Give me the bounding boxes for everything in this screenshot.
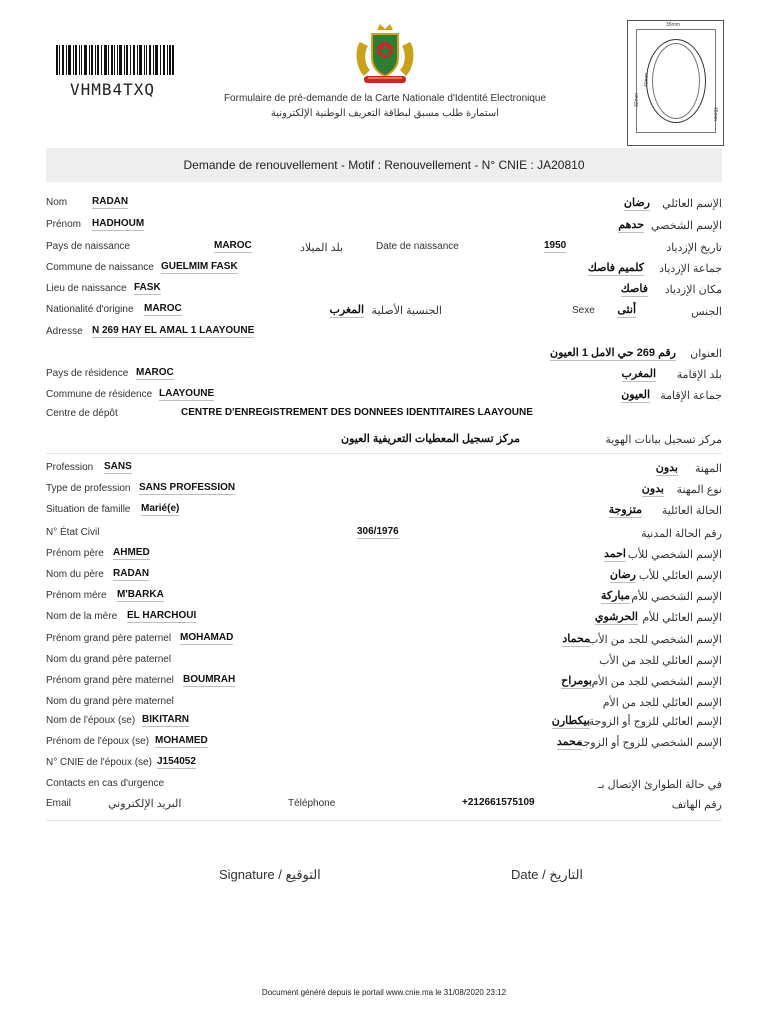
label-type-profession-ar: نوع المهنة	[676, 484, 722, 496]
label-prenom-epoux-ar: الإسم الشخصي للزوج أو الزوجة	[577, 737, 722, 749]
label-nom: Nom	[46, 197, 68, 208]
barcode-text: VHMB4TXQ	[70, 80, 156, 99]
label-etat-civil: N° État Civil	[46, 527, 100, 538]
value-profession-ar: بدون	[655, 462, 678, 474]
label-pgp-maternel-ar: الإسم الشخصي للجد من الأم	[591, 676, 722, 688]
label-date-naissance-ar: تاريخ الإزدياد	[666, 242, 722, 254]
label-telephone-ar: رقم الهاتف	[671, 799, 722, 811]
label-commune-residence-ar: جماعة الإقامة	[660, 390, 722, 402]
label-adresse-ar: العنوان	[690, 348, 722, 360]
value-cnie-epoux: J154052	[157, 756, 196, 767]
label-nom-mere: Nom de la mère	[46, 611, 118, 622]
label-sexe: Sexe	[572, 305, 595, 316]
label-pays-naissance-ar: بلد الميلاد	[300, 242, 344, 254]
value-prenom-epoux: MOHAMED	[155, 735, 208, 746]
value-telephone: +212661575109	[462, 797, 535, 808]
label-lieu-naissance: Lieu de naissance	[46, 283, 127, 294]
value-commune-residence-ar: العيون	[621, 389, 650, 401]
form-title-fr: Formulaire de pré-demande de la Carte Nationale d'Identité Electronique	[223, 93, 547, 104]
label-ngp-paternel-ar: الإسم العائلي للجد من الأب	[599, 655, 722, 667]
value-nom: RADAN	[92, 196, 129, 207]
label-prenom: Prénom	[46, 219, 82, 230]
label-nationalite: Nationalité d'origine	[46, 304, 134, 315]
value-pgp-maternel: BOUMRAH	[183, 674, 236, 685]
photo-dim-3: 32mm	[633, 93, 640, 107]
value-prenom: HADHOUM	[92, 218, 145, 229]
photo-dim-2: 45mm	[711, 107, 718, 121]
barcode	[56, 45, 174, 75]
photo-box	[627, 20, 724, 146]
separator-bottom	[46, 820, 722, 821]
label-commune-naissance: Commune de naissance	[46, 262, 154, 273]
label-pgp-paternel-ar: الإسم الشخصي للجد من الأب	[588, 634, 722, 646]
value-nom-pere-ar: رضان	[609, 569, 636, 581]
label-nom-pere-ar: الإسم العائلي للأب	[638, 570, 722, 582]
form-title-ar: استمارة طلب مسبق لبطاقة التعريف الوطنية الإلكترونية	[270, 108, 500, 119]
label-nom-epoux: Nom de l'époux (se)	[46, 715, 136, 726]
label-prenom-ar: الإسم الشخصي	[651, 220, 722, 232]
label-nom-mere-ar: الإسم العائلي للأم	[642, 612, 722, 624]
label-commune-residence: Commune de résidence	[46, 389, 153, 400]
label-centre-depot: Centre de dépôt	[46, 408, 118, 419]
label-pgp-paternel: Prénom grand père paternel	[46, 633, 172, 644]
value-nom-pere: RADAN	[113, 568, 150, 579]
label-lieu-naissance-ar: مكان الإزدياد	[664, 284, 722, 296]
value-pgp-paternel-ar: محماد	[562, 633, 590, 645]
label-profession-ar: المهنة	[694, 463, 722, 475]
label-email: Email	[46, 798, 72, 809]
value-commune-naissance: GUELMIM FASK	[161, 261, 238, 272]
value-pgp-paternel: MOHAMAD	[180, 632, 234, 643]
value-pgp-maternel-ar: بومراح	[561, 675, 592, 687]
label-sexe-ar: الجنس	[691, 306, 722, 318]
value-pays-residence-ar: المغرب	[621, 368, 656, 380]
value-nationalite-ar: المغرب	[329, 304, 364, 316]
value-prenom-pere-ar: احمد	[604, 548, 626, 560]
value-nom-ar: رضان	[623, 197, 650, 209]
label-nom-ar: الإسم العائلي	[662, 198, 722, 210]
label-pays-residence: Pays de résidence	[46, 368, 129, 379]
value-prenom-ar: حدهم	[618, 219, 644, 231]
label-date-naissance: Date de naissance	[376, 241, 459, 252]
value-commune-naissance-ar: كلميم فاصك	[587, 262, 644, 274]
date-label: Date / التاريخ	[511, 867, 584, 882]
label-nom-epoux-ar: الإسم العائلي للزوج أو الزوجة	[588, 716, 722, 728]
label-nom-pere: Nom du père	[46, 569, 104, 580]
value-adresse-ar: رقم 269 حي الامل 1 العيون	[550, 347, 676, 359]
label-prenom-pere: Prénom père	[46, 548, 104, 559]
label-commune-naissance-ar: جماعة الإزدياد	[659, 263, 722, 275]
label-contacts: Contacts en cas d'urgence	[46, 778, 165, 789]
label-etat-civil-ar: رقم الحالة المدنية	[641, 528, 722, 540]
label-prenom-mere: Prénom mère	[46, 590, 107, 601]
value-etat-civil: 306/1976	[357, 526, 399, 537]
value-situation-famille: Marié(e)	[141, 503, 180, 514]
value-situation-famille-ar: متزوجة	[608, 504, 642, 516]
value-prenom-pere: AHMED	[113, 547, 150, 558]
photo-dim-1: 35mm	[666, 22, 680, 28]
label-ngp-paternel: Nom du grand père paternel	[46, 654, 172, 665]
label-pays-residence-ar: بلد الإقامة	[676, 369, 722, 381]
value-commune-residence: LAAYOUNE	[159, 388, 215, 399]
value-lieu-naissance: FASK	[134, 282, 161, 293]
value-centre-depot-ar: مركز تسجيل المعطيات التعريفية العيون	[341, 433, 520, 445]
label-ngp-maternel: Nom du grand père maternel	[46, 696, 174, 707]
value-lieu-naissance-ar: فاصك	[620, 283, 648, 295]
label-ngp-maternel-ar: الإسم العائلي للجد من الأم	[602, 697, 722, 709]
banner-text: Demande de renouvellement - Motif : Renouvellement - N° CNIE : JA20810	[183, 158, 585, 172]
value-nom-mere-ar: الحرشوي	[594, 611, 638, 623]
coat-of-arms-icon	[350, 20, 420, 88]
photo-dim-4: 40mm	[643, 73, 650, 87]
value-date-naissance: 1950	[544, 240, 567, 251]
value-nom-epoux-ar: بيكطارن	[551, 715, 590, 727]
value-prenom-mere-ar: مباركة	[600, 590, 630, 602]
label-situation-famille-ar: الحالة العائلية	[661, 505, 722, 517]
value-sexe-ar: أنثى	[617, 304, 636, 316]
label-situation-famille: Situation de famille	[46, 504, 131, 515]
label-type-profession: Type de profession	[46, 483, 131, 494]
value-pays-naissance: MAROC	[214, 240, 252, 251]
label-contacts-ar: في حالة الطوارئ الإتصال بـ	[598, 779, 722, 791]
label-prenom-mere-ar: الإسم الشخصي للأم	[631, 591, 722, 603]
value-nom-epoux: BIKITARN	[142, 714, 190, 725]
value-nom-mere: EL HARCHOUI	[127, 610, 197, 621]
label-prenom-pere-ar: الإسم الشخصي للأب	[627, 549, 722, 561]
label-cnie-epoux: N° CNIE de l'époux (se)	[46, 757, 152, 768]
value-type-profession: SANS PROFESSION	[139, 482, 236, 493]
label-pays-naissance: Pays de naissance	[46, 241, 130, 252]
footer-note: Document généré depuis le portail www.cnie.ma le 31/08/2020 23:12	[261, 988, 507, 997]
request-banner	[46, 148, 722, 182]
label-adresse: Adresse	[46, 326, 83, 337]
label-nationalite-ar: الجنسية الأصلية	[371, 305, 442, 317]
value-profession: SANS	[104, 461, 132, 472]
value-adresse: N 269 HAY EL AMAL 1 LAAYOUNE	[92, 325, 255, 336]
value-centre-depot: CENTRE D'ENREGISTREMENT DES DONNEES IDENTITAIRES LAAYOUNE	[181, 407, 533, 418]
value-pays-residence: MAROC	[136, 367, 174, 378]
label-prenom-epoux: Prénom de l'époux (se)	[46, 736, 150, 747]
label-email-ar: البريد الإلكتروني	[108, 798, 182, 810]
signature-label: Signature / التوقيع	[219, 867, 321, 882]
label-profession: Profession	[46, 462, 94, 473]
label-pgp-maternel: Prénom grand père maternel	[46, 675, 174, 686]
separator	[46, 453, 722, 454]
value-type-profession-ar: بدون	[641, 483, 664, 495]
label-telephone: Téléphone	[288, 798, 336, 809]
value-nationalite: MAROC	[144, 303, 182, 314]
value-prenom-mere: M'BARKA	[117, 589, 164, 600]
value-prenom-epoux-ar: محمد	[556, 736, 582, 748]
label-centre-depot-ar: مركز تسجيل بيانات الهوية	[605, 434, 722, 446]
